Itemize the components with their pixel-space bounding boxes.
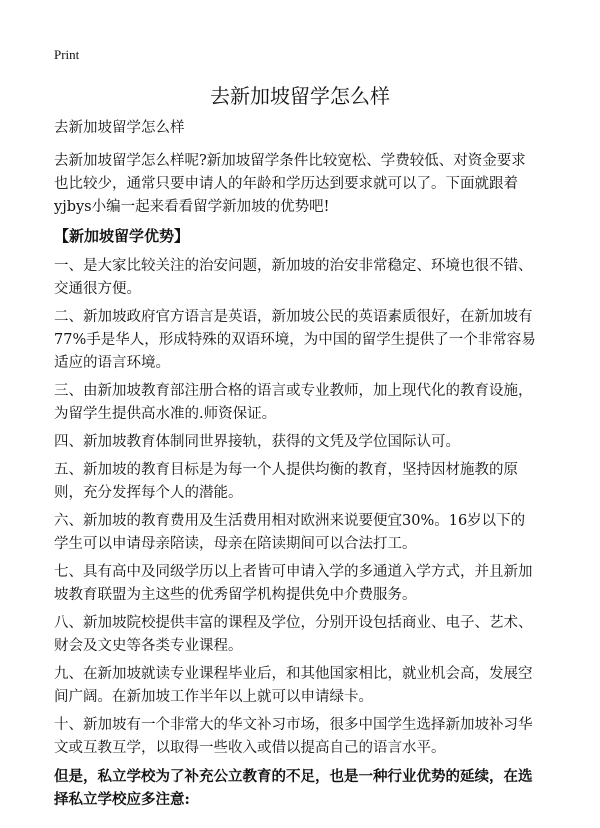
closing-paragraph: 但是，私立学校为了补充公立教育的不足，也是一种行业优势的延续，在选择私立学校应多注意: [54,768,533,808]
advantage-item: 七、具有高中及同级学历以上者皆可申请入学的多通道入学方式，并且新加坡教育联盟为主这些的优秀留学机构提供免中介费服务。 [54,564,533,603]
advantage-item: 三、由新加坡教育部注册合格的语言或专业教师，加上现代化的教育设施，为留学生提供高水准的.师资保证。 [54,383,533,422]
print-link[interactable]: Print [54,47,80,62]
advantage-item: 十、新加坡有一个非常大的华文补习市场，很多中国学生选择新加坡补习华文或互教互学，以取得一些收入或借以提高自己的语言水平。 [54,717,533,756]
advantage-item: 四、新加坡教育体制同世界接轨，获得的文凭及学位国际认可。 [54,434,460,450]
advantage-item: 二、新加坡政府官方语言是英语，新加坡公民的英语素质很好，在新加坡有77%手是华人，形成特殊的双语环境，为中国的留学生提供了一个非常容易适应的语言环境。 [54,309,536,371]
advantage-item: 六、新加坡的教育费用及生活费用相对欧洲来说要便宜30%。16岁以下的学生可以申请母亲陪读，母亲在陪读期间可以合法打工。 [54,513,526,552]
advantage-item: 八、新加坡院校提供丰富的课程及学位，分别开设包括商业、电子、艺术、财会及文史等各类专业课程。 [54,615,533,654]
advantage-item: 九、在新加坡就读专业课程毕业后，和其他国家相比，就业机会高，发展空间广阔。在新加坡工作半年以上就可以申请绿卡。 [54,666,533,705]
page-title: 去新加坡留学怎么样 [210,84,390,108]
article-body [54,117,536,816]
advantage-item: 一、是大家比较关注的治安问题，新加坡的治安非常稳定、环境也很不错、交通很方便。 [54,258,533,297]
section-heading: 【新加坡留学优势】 [54,227,190,245]
intro-paragraph: 去新加坡留学怎么样呢?新加坡留学条件比较宽松、学费较低、对资金要求也比较少，通常只要申请人的年龄和学历达到要求就可以了。下面就跟着yjbys小编一起来看看留学新加坡的优势吧! [54,153,526,215]
article-subtitle: 去新加坡留学怎么样 [54,120,185,136]
advantage-item: 五、新加坡的教育目标是为每一个人提供均衡的教育，坚持因材施教的原则，充分发挥每个人的潜能。 [54,462,518,501]
